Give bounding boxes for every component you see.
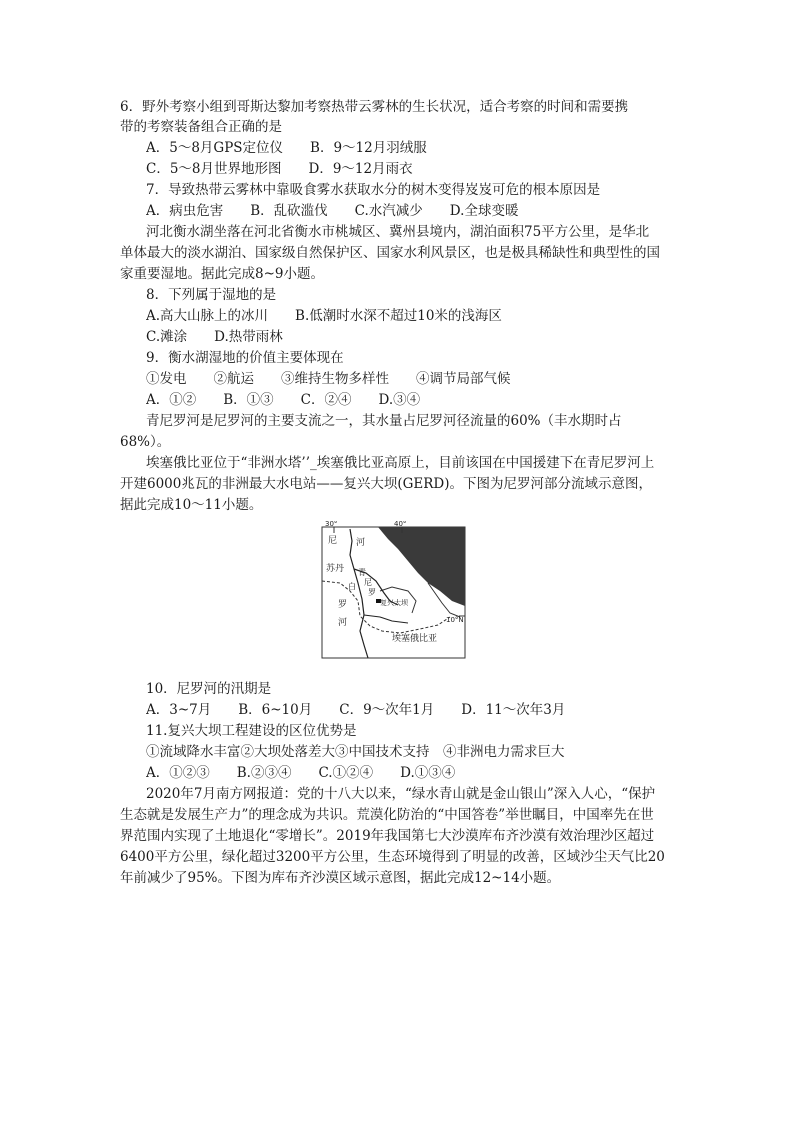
q7-stem: 7．导致热带云雾林中靠吸食雾水获取水分的树木变得岌岌可危的根本原因是 [146,182,601,198]
q6-stem-line2: 带的考察装备组合正确的是 [120,119,282,135]
q11-options: A．①②③ B.②③④ C.①②④ D.①③④ [146,765,456,781]
q6-options-cd: C．5～8月世界地形图 D．9～12月雨衣 [146,161,413,177]
q9-items: ①发电 ②航运 ③维持生物多样性 ④调节局部气候 [146,371,511,387]
lon-label-40: 40° [394,521,407,528]
hengshui-passage-line2: 单体最大的淡水湖泊、国家级自然保护区、国家水利风景区，也是极具稀缺性和典型性的国 [120,245,660,261]
nile-map-svg [320,521,470,661]
q6-options-ab: A．5～8月GPS定位仪 B．9～12月羽绒服 [146,140,427,156]
label-nile-mid: 罗 [338,600,348,610]
q7-options: A．病虫危害 B．乱砍滥伐 C.水汽减少 D.全球变暖 [146,203,519,219]
label-blue-2: 尼 [364,578,372,587]
label-nile-top: 尼 [328,536,338,546]
nile-passage-line5: 据此完成10～11小题。 [120,497,263,513]
q8-stem: 8．下列属于湿地的是 [146,287,277,303]
q11-items: ①流域降水丰富②大坝处落差大③中国技术支持 ④非洲电力需求巨大 [146,744,565,760]
label-blue: 青 [358,568,366,577]
nile-passage-line1: 青尼罗河是尼罗河的主要支流之一，其水量占尼罗河径流量的60%（丰水期时占 [146,413,622,429]
q11-stem: 11.复兴大坝工程建设的区位优势是 [146,723,357,739]
label-sudan: 苏丹 [326,564,345,574]
q10-options: A．3~7月 B．6~10月 C．9～次年1月 D．11～次年3月 [146,702,566,718]
q9-stem: 9．衡水湖湿地的价值主要体现在 [146,350,344,366]
label-white: 白 [348,582,356,591]
nile-passage-line3: 埃塞俄比亚位于“非洲水塔’’_埃塞俄比亚高原上，目前该国在中国援建下在青尼罗河上 [146,455,655,471]
label-blue-3: 罗 [368,588,376,597]
label-river-top: 河 [356,538,366,548]
q9-options: A．①② B．①③ C．②④ D.③④ [146,392,421,408]
q6-stem-line1: 6．野外考察小组到哥斯达黎加考察热带云雾林的生长状况，适合考察的时间和需要携 [120,99,629,115]
q10-stem: 10．尼罗河的汛期是 [146,681,272,697]
kubuqi-passage-line1: 2020年7月南方网报道：党的十八大以来，“绿水青山就是金山银山”深入人心，“保护 [146,786,656,802]
kubuqi-passage-line5: 年前减少了95%。下图为库布齐沙漠区域示意图，据此完成12~14小题。 [120,870,561,886]
kubuqi-passage-line4: 6400平方公里，绿化超过3200平方公里，生态环境得到了明显的改善，区域沙尘天气比20 [120,849,665,865]
nile-passage-line2: 68%）。 [120,434,171,450]
hengshui-passage-line3: 家重要湿地。据此完成8~9小题。 [120,266,324,282]
kubuqi-passage-line2: 生态就是发展生产力”的理念成为共识。荒漠化防治的“中国答卷”举世瞩目，中国率先在世 [120,807,654,823]
lat-label-10n: 10°N [446,616,464,624]
label-dam: 复兴大坝 [380,599,408,607]
kubuqi-passage-line3: 界范围内实现了土地退化“零增长”。2019年我国第七大沙漠库布齐沙漠有效治理沙区超过 [120,828,655,844]
label-ethiopia: 埃塞俄比亚 [392,634,438,644]
nile-basin-map [320,521,470,661]
q8-options-cd: C.滩涂 D.热带雨林 [146,329,283,345]
q8-options-ab: A.高大山脉上的冰川 B.低潮时水深不超过10米的浅海区 [146,308,502,324]
lon-label-30: 30° [325,521,338,528]
label-nile-low: 河 [338,618,348,628]
nile-passage-line4: 开建6000兆瓦的非洲最大水电站——复兴大坝(GERD)。下图为尼罗河部分流域示意图， [120,476,653,492]
hengshui-passage-line1: 河北衡水湖坐落在河北省衡水市桃城区、冀州县境内，湖泊面积75平方公里，是华北 [146,224,650,240]
